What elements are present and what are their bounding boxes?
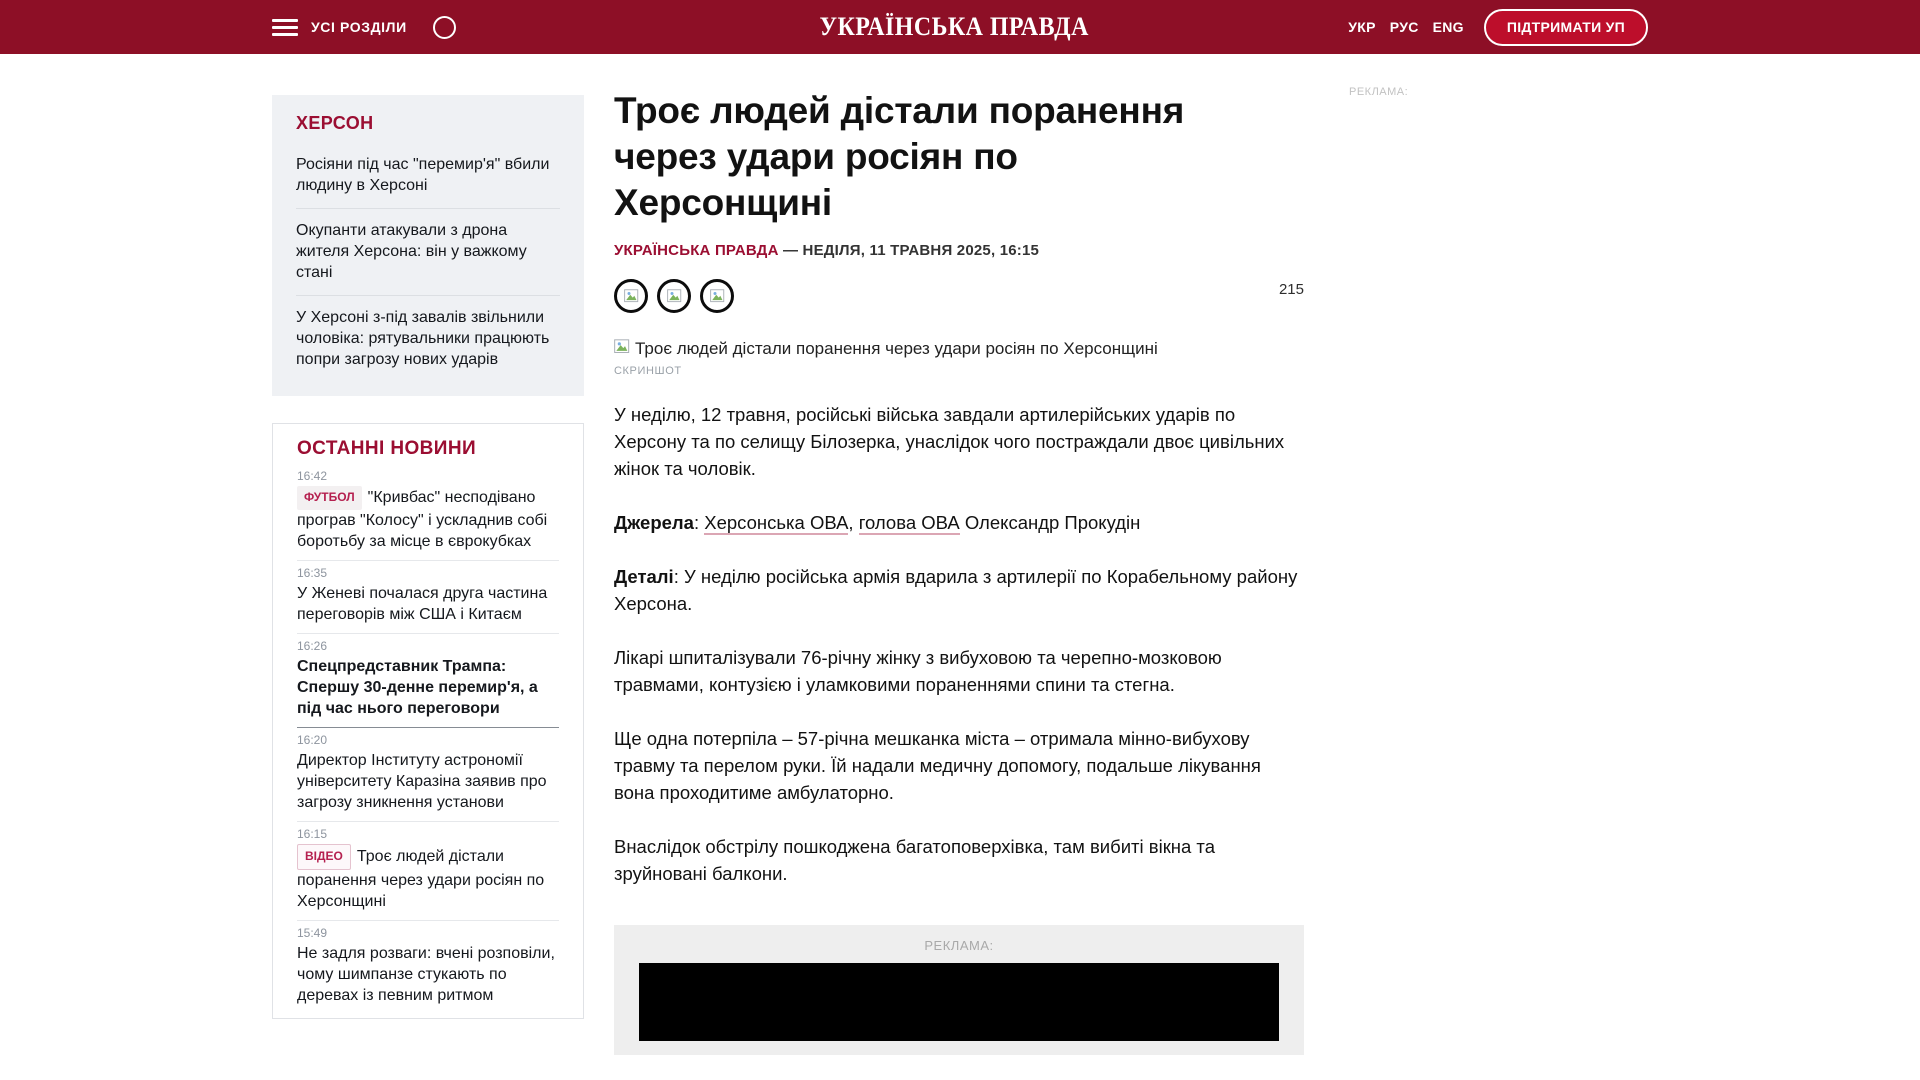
byline-author-link[interactable]: УКРАЇНСЬКА ПРАВДА: [614, 242, 779, 259]
left-sidebar: [272, 95, 584, 1019]
article-paragraph: [614, 563, 1304, 617]
header-right-group: [1334, 0, 1648, 54]
search-icon[interactable]: [433, 16, 456, 39]
news-headline[interactable]: ФУТБОЛ "Кривбас" несподівано програв "Колосу" і ускладнив собі боротьбу за місце в єврокубках: [297, 486, 559, 552]
broken-image-icon: [710, 289, 725, 303]
top-nav-bar: [0, 0, 1920, 54]
ad-video-player[interactable]: [639, 963, 1279, 1041]
broken-image-icon: [624, 289, 639, 303]
latest-news-list: [297, 464, 559, 1014]
support-button[interactable]: ПІДТРИМАТИ УП: [1484, 9, 1648, 46]
paragraph-text: : У неділю російська армія вдарила з артилерії по Корабельному району Херсона.: [614, 566, 1298, 614]
article-title: Троє людей дістали поранення через удари росіян по Херсонщині: [614, 90, 1185, 223]
news-timestamp: 16:20: [297, 733, 328, 747]
view-count: 215: [1278, 281, 1304, 298]
news-timestamp: 15:49: [297, 926, 328, 940]
share-button-1[interactable]: [614, 279, 648, 313]
broken-image-icon: [667, 289, 682, 303]
paragraph-text: У неділю, 12 травня, російські війська завдали артилерійських ударів по Херсону та по селищу Білозерка, унаслідок чого постраждали двоє цивільних жінок та чоловік.: [614, 404, 1285, 479]
hero-image-alt-text: Троє людей дістали поранення через удари росіян по Херсонщині: [635, 339, 1158, 358]
share-button-2[interactable]: [657, 279, 691, 313]
source-link[interactable]: Херсонська ОВА: [704, 512, 849, 533]
broken-image-icon: [614, 339, 630, 354]
topic-box-kherson: [272, 95, 584, 396]
source-link[interactable]: голова ОВА: [858, 512, 960, 533]
topic-news-list: [296, 143, 560, 382]
news-topic-tag[interactable]: ВІДЕО: [297, 844, 351, 870]
inline-ad-label: РЕКЛАМА:: [924, 938, 994, 953]
latest-news-item: [297, 464, 559, 561]
header-left-group: [272, 0, 456, 54]
topic-news-item[interactable]: У Херсоні з-під завалів звільнили чоловіка: рятувальники працюють попри загрозу нових ударів: [296, 309, 550, 368]
latest-news-item: [297, 634, 559, 728]
article-paragraph: [614, 833, 1304, 887]
article-body: [614, 401, 1304, 887]
article-byline: [614, 242, 1304, 259]
latest-news-title[interactable]: ОСТАННІ НОВИНИ: [297, 438, 477, 459]
paragraph-text: Ще одна потерпіла – 57-річна мешканка міста – отримала мінно-вибухову травму та перелом руки. Їй надали медичну допомогу, подальше лікування вона проходитиме амбулаторно.: [614, 728, 1261, 803]
news-topic-tag[interactable]: ФУТБОЛ: [297, 486, 362, 510]
latest-news-item: [297, 921, 559, 1014]
paragraph-text: ,: [848, 512, 859, 533]
topic-news-item[interactable]: Окупанти атакували з дрона жителя Херсона: він у важкому стані: [296, 209, 560, 296]
hamburger-menu-icon[interactable]: [272, 19, 298, 36]
news-headline[interactable]: Директор Інституту астрономії університету Каразіна заявив про загрозу зникнення установи: [297, 752, 547, 811]
article-paragraph: [614, 509, 1304, 536]
topic-news-item[interactable]: Росіяни під час "перемир'я" вбили людину в Херсоні: [296, 143, 560, 209]
paragraph-lead-in: Джерела: [614, 512, 694, 533]
news-timestamp: 16:26: [297, 639, 328, 653]
latest-news-item: [297, 561, 559, 634]
latest-news-item: [297, 822, 559, 921]
language-switcher: [1334, 19, 1464, 35]
article-figure: [614, 339, 1304, 377]
article-paragraph: [614, 644, 1304, 698]
news-timestamp: 16:42: [297, 469, 328, 483]
article-paragraph: [614, 725, 1304, 806]
news-headline[interactable]: Не задля розваги: вчені розповіли, чому шимпанзе стукають по деревах із певним ритмом: [297, 945, 555, 1004]
latest-news-item: [297, 728, 559, 822]
paragraph-text: :: [693, 512, 705, 533]
all-sections-button[interactable]: УСІ РОЗДІЛИ: [311, 19, 407, 35]
news-headline[interactable]: У Женеві почалася друга частина переговорів між США і Китаєм: [297, 585, 548, 623]
lang-ukr[interactable]: УКР: [1348, 19, 1376, 35]
right-rail-ad-label: РЕКЛАМА:: [1349, 86, 1409, 98]
news-headline[interactable]: Спецпредставник Трампа: Спершу 30-денне перемир'я, а під час нього переговори: [297, 658, 538, 717]
paragraph-text: Внаслідок обстрілу пошкоджена багатоповерхівка, там вибиті вікна та зруйновані балкони.: [614, 836, 1215, 884]
inline-ad-container: [614, 925, 1304, 1055]
topic-box-title[interactable]: ХЕРСОН: [296, 113, 374, 133]
paragraph-text: Лікарі шпиталізували 76-річну жінку з вибуховою та черепно-мозковою травмами, контузією і уламковими пораненнями спини та стегна.: [614, 647, 1222, 695]
paragraph-text: Олександр Прокудін: [959, 512, 1141, 533]
share-button-3[interactable]: [700, 279, 734, 313]
article-column: [614, 78, 1304, 1055]
article-paragraph: [614, 401, 1304, 482]
news-timestamp: 16:35: [297, 566, 328, 580]
site-logo[interactable]: УКРАЇНСЬКА ПРАВДА: [819, 12, 1089, 41]
lang-eng[interactable]: ENG: [1432, 19, 1464, 35]
byline-date: — НЕДІЛЯ, 11 ТРАВНЯ 2025, 16:15: [778, 242, 1040, 259]
paragraph-lead-in: Деталі: [614, 566, 674, 587]
news-headline[interactable]: ВІДЕО Троє людей дістали поранення через удари росіян по Херсонщині: [297, 844, 559, 912]
news-timestamp: 16:15: [297, 827, 328, 841]
image-caption: СКРИНШОТ: [614, 365, 682, 377]
share-row: [614, 279, 1304, 313]
latest-news-box: [272, 423, 584, 1019]
lang-rus[interactable]: РУС: [1389, 19, 1419, 35]
broken-hero-image: [614, 339, 1304, 359]
